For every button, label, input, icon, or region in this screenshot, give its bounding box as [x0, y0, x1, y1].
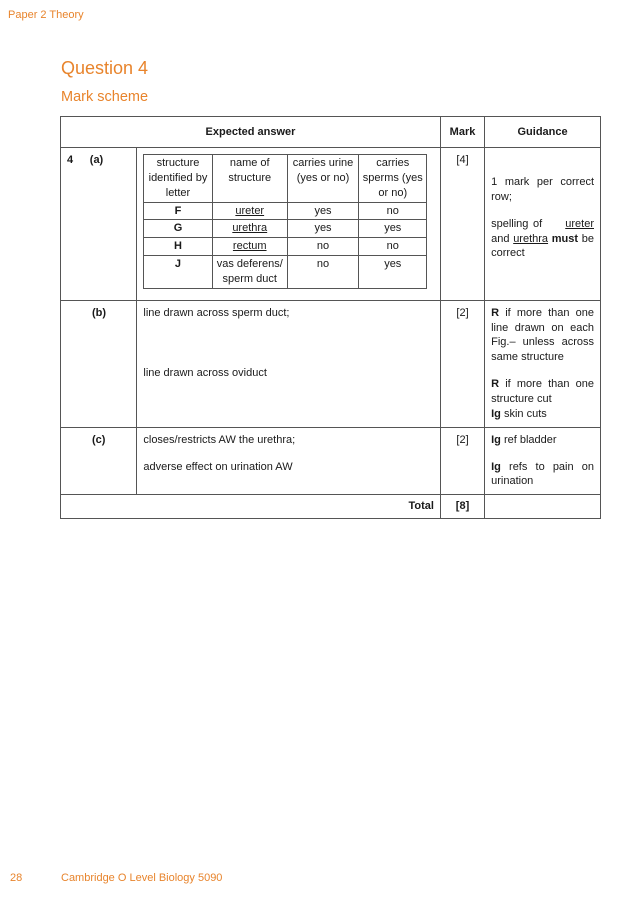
- inner-row-j: [144, 256, 427, 289]
- guidance-text: Ig refs to pain on urination: [491, 460, 594, 488]
- inner-cell-name: ureter: [212, 202, 287, 220]
- total-guidance-empty: [485, 495, 601, 519]
- inner-row-h: [144, 238, 427, 256]
- inner-cell-letter: F: [144, 202, 212, 220]
- guidance-header: Guidance: [485, 117, 601, 148]
- inner-cell-urine: no: [287, 238, 358, 256]
- question-title: Question 4: [61, 58, 149, 78]
- part-b-guidance: [485, 300, 601, 427]
- total-mark: [8]: [440, 495, 484, 519]
- inner-cell-letter: H: [144, 238, 212, 256]
- guidance-text: R if more than one line drawn on each Fig.– unless across same structure: [491, 306, 594, 364]
- total-label: Total: [61, 495, 441, 519]
- guidance-text: R if more than one structure cut: [491, 378, 594, 405]
- inner-header-letter: structure identified by letter: [144, 155, 212, 203]
- guidance-text: 1 mark per correct row;: [491, 176, 594, 203]
- part-c-mark: [2]: [440, 427, 484, 495]
- inner-cell-urine: no: [287, 256, 358, 289]
- inner-cell-sperms: yes: [359, 220, 427, 238]
- paper-header-label: Paper 2 Theory: [8, 9, 84, 21]
- table-header-row: [61, 117, 601, 148]
- question-number: 4: [61, 148, 90, 301]
- footer-title: Cambridge O Level Biology 5090: [61, 872, 223, 884]
- part-c-answer: [137, 427, 441, 495]
- answer-text: line drawn across oviduct: [143, 366, 267, 379]
- inner-header-urine: carries urine (yes or no): [287, 155, 358, 203]
- inner-cell-sperms: yes: [359, 256, 427, 289]
- inner-cell-urine: yes: [287, 220, 358, 238]
- guidance-text: Ig ref bladder: [491, 433, 557, 446]
- mark-header: Mark: [440, 117, 484, 148]
- table-row-part-c: [61, 427, 601, 495]
- guidance-text: Ig skin cuts: [491, 407, 547, 420]
- answer-text: line drawn across sperm duct;: [143, 306, 290, 319]
- inner-cell-urine: yes: [287, 202, 358, 220]
- inner-row-f: [144, 202, 427, 220]
- part-c-label: (c): [61, 427, 137, 495]
- part-a-answer: [137, 148, 441, 301]
- inner-cell-name: vas deferens/ sperm duct: [212, 256, 287, 289]
- part-b-answer: [137, 300, 441, 427]
- inner-row-g: [144, 220, 427, 238]
- mark-scheme-subtitle: Mark scheme: [61, 89, 149, 105]
- part-c-guidance: [485, 427, 601, 495]
- inner-header-sperms: carries sperms (yes or no): [359, 155, 427, 203]
- table-row-part-b: [61, 300, 601, 427]
- inner-cell-sperms: no: [359, 238, 427, 256]
- part-a-mark: [4]: [440, 148, 484, 301]
- answer-text: adverse effect on urination AW: [143, 460, 293, 473]
- answer-text: closes/restricts AW the urethra;: [143, 433, 296, 446]
- inner-cell-sperms: no: [359, 202, 427, 220]
- guidance-text: spelling of ureter and urethra must be correct: [491, 217, 595, 260]
- inner-header-row: [144, 155, 427, 203]
- expected-answer-header: Expected answer: [61, 117, 441, 148]
- inner-header-name: name of structure: [212, 155, 287, 203]
- part-b-mark: [2]: [440, 300, 484, 427]
- inner-cell-letter: G: [144, 220, 212, 238]
- part-a-guidance: [485, 148, 601, 301]
- table-row-part-a: [61, 148, 601, 301]
- inner-cell-name: rectum: [212, 238, 287, 256]
- part-a-label: (a): [90, 148, 137, 301]
- footer-page-number: 28: [10, 872, 23, 884]
- inner-cell-name: urethra: [212, 220, 287, 238]
- inner-cell-letter: J: [144, 256, 212, 289]
- table-row-total: [61, 495, 601, 519]
- part-b-label: (b): [61, 300, 137, 427]
- answer-structures-table: [143, 154, 427, 289]
- mark-scheme-table: [60, 116, 601, 519]
